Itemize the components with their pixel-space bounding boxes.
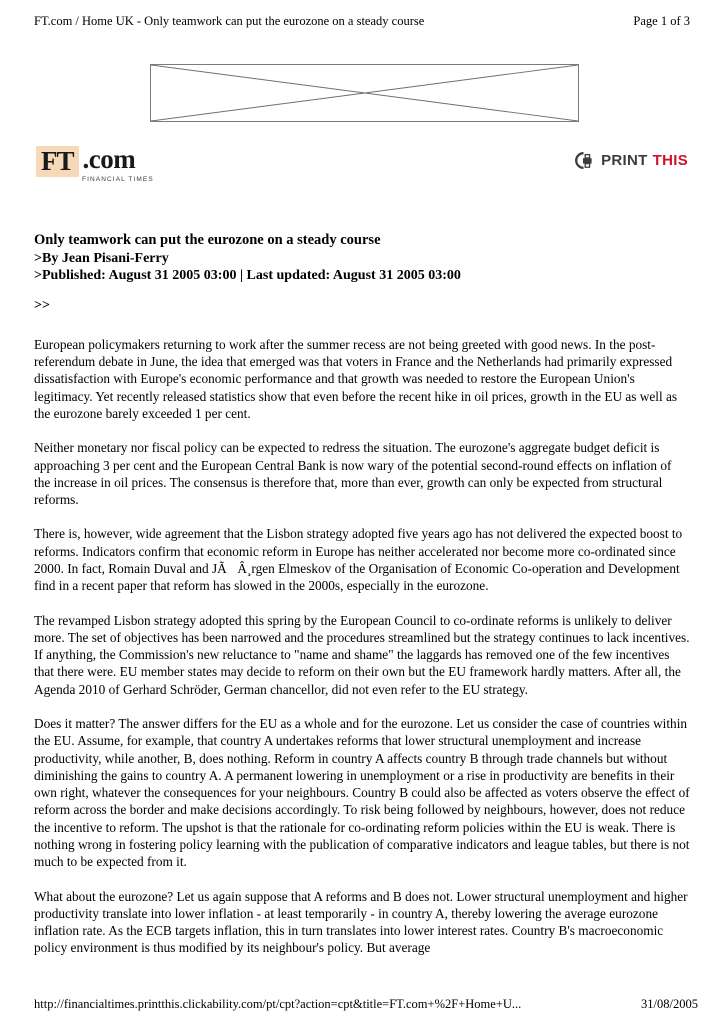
ft-com-logo xyxy=(36,146,135,177)
article-paragraph: Does it matter? The answer differs for the EU as a whole and for the eurozone. Let us consider the case of countries within the EU. Assume, for example, that country A undertakes reforms that lower structural unemployment and increase productivity, while another, B, does nothing. Reform in country A affects country B through trade channels but without diminishing the gains to country A. A permanent lowering in unemployment or a rise in productivity are benefits in their own right, whatever the consequences for your neighbours. Country B could also be affected as voters observe the effect of reform across the border and make decisions accordingly. To risk being followed by neighbours, however, does not reduce the incentive to reform. The upshot is that the rationale for co-ordinating reform policies within the EU is weak. There is nothing wrong in fostering policy learning with the publication of comparative indicators and league tables, but there is not much to be expected from it. xyxy=(34,715,690,870)
print-this-label-print: PRINT xyxy=(601,152,648,169)
article-body xyxy=(34,336,690,957)
print-this-button[interactable] xyxy=(574,152,688,169)
print-header xyxy=(34,14,690,29)
header-page-indicator: Page 1 of 3 xyxy=(633,14,690,28)
ft-logo-mark: FT xyxy=(36,146,79,177)
article-publication-info: >Published: August 31 2005 03:00 | Last updated: August 31 2005 03:00 xyxy=(34,267,461,283)
article-paragraph: There is, however, wide agreement that the Lisbon strategy adopted five years ago has not delivered the expected boost to reforms. Indicators confirm that economic reform in Europe has neither accelerated nor become more co-ordinated since 2000. In fact, Romain Duval and JÃÂ¸rgen Elmeskov of the Organisation of Economic Co-operation and Development find in a recent paper that reform has slowed in the 2000s, especially in the eurozone. xyxy=(34,526,683,594)
article-headline: Only teamwork can put the eurozone on a steady course xyxy=(34,232,381,248)
print-this-label-this: THIS xyxy=(652,152,688,169)
article-byline: >By Jean Pisani-Ferry xyxy=(34,250,169,266)
article-paragraph: What about the eurozone? Let us again suppose that A reforms and B does not. Lower structural unemployment and higher productivity translate into lower inflation - at least temporarily - in country A, thereby lowering the average eurozone inflation rate. As the ECB targets inflation, this in turn translates into lower interest rates. Country B's macroeconomic policy environment is thus modified by its neighbour's policy. But average xyxy=(34,888,688,956)
ft-logo-tagline: FINANCIAL TIMES xyxy=(82,176,154,183)
article-paragraph: Neither monetary nor fiscal policy can be expected to redress the situation. The eurozone's aggregate budget deficit is approaching 3 per cent and the European Central Bank is now wary of the potential second-round effects on inflation of the increase in oil prices. The consensus is therefore that, more than ever, growth can only be expected from structural reforms. xyxy=(34,440,672,508)
footer-print-date: 31/08/2005 xyxy=(641,997,698,1011)
ft-logo-dotcom: .com xyxy=(82,144,136,174)
article-arrows: >> xyxy=(34,297,50,313)
article-paragraph: The revamped Lisbon strategy adopted this spring by the European Council to co-ordinate reforms is unlikely to deliver more. The set of objectives has been narrowed and the procedures streamlined but the strategy continues to lack incentives. If anything, the Commission's new reluctance to "name and shame" the laggards has removed one of the few incentives that there were. EU member states may decide to reform on their own but the EU framework hardly matters. After all, the Agenda 2010 of Gerhard Schröder, German chancellor, did not even refer to the EU strategy. xyxy=(34,612,690,697)
header-document-title: FT.com / Home UK - Only teamwork can put the eurozone on a steady course xyxy=(34,14,425,28)
broken-image-placeholder xyxy=(150,64,579,122)
print-footer xyxy=(34,997,698,1012)
article-paragraph: European policymakers returning to work after the summer recess are not being greeted with good news. In the post-referendum debate in June, the idea that emerged was that voters in France and the Netherlands had primarily expressed dissatisfaction with Europe's economic performance and that growth was needed to restore the European Union's legitimacy. Yet recently released statistics show that even before the recent hike in oil prices, growth in the EU as well as the eurozone barely exceeded 1 per cent. xyxy=(34,336,678,422)
printer-icon xyxy=(574,152,596,169)
footer-source-url: http://financialtimes.printthis.clickability.com/pt/cpt?action=cpt&title=FT.com+%2F+Home+U... xyxy=(34,997,522,1011)
masthead-row xyxy=(36,146,688,186)
article-container xyxy=(34,232,690,974)
